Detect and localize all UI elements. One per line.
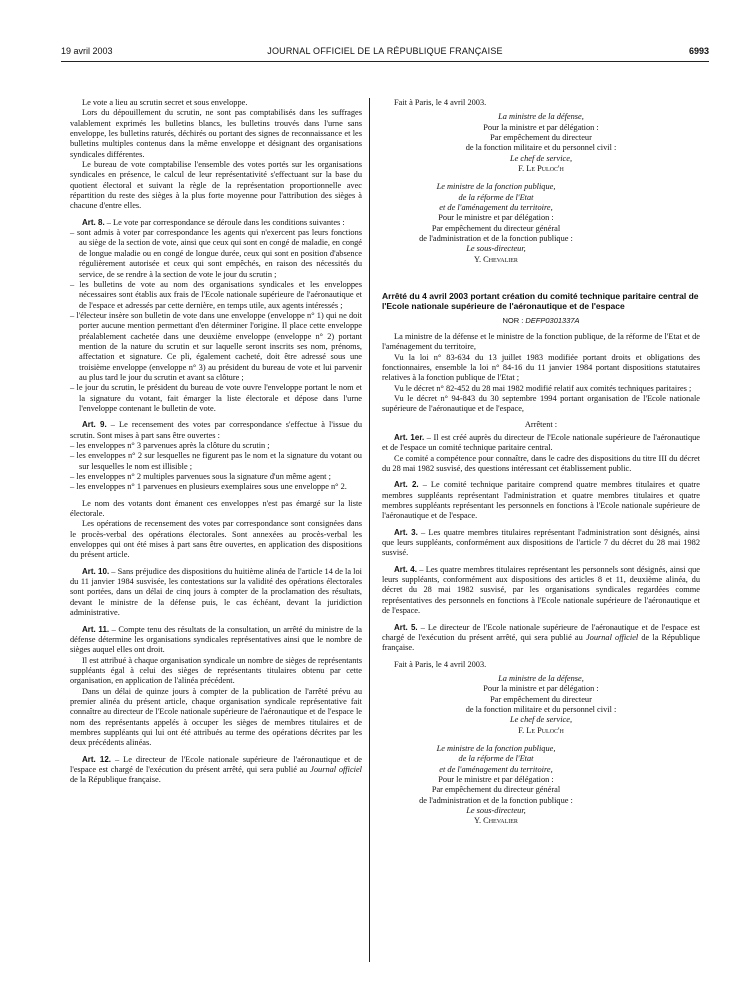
article-label: Art. 2.: [394, 480, 419, 490]
signature-line: de l'administration et de la fonction publique :: [419, 234, 573, 244]
signature-block-fonction-publique: [292, 182, 700, 265]
signature-line: de l'administration et de la fonction publique :: [419, 795, 573, 805]
decree-title: Arrêté du 4 avril 2003 portant création du comité technique paritaire central de l'Ecole nationale supérieure de l'aéronautique et de l'espace: [382, 291, 699, 312]
article-text: – Les quatre membres titulaires représentant les personnels sont désignés, ainsi que leurs suppléants, conformément aux dispositions des articles 8 et 11, deuxième alinéa, du décret du 28 mai 1982 susvisé, par les organisations syndicales regardées comme représentatives des personnels en fonctions à l'Ecole nationale supérieure de l'aéronautique et de l'espace.: [382, 564, 700, 616]
article-label: Art. 5.: [394, 622, 418, 632]
paragraph-emargement: Le nom des votants dont émanent ces enveloppes n'est pas émargé sur la liste électorale.: [70, 498, 362, 519]
signature-line: Pour la ministre et par délégation :: [483, 684, 599, 694]
article-label: Art. 4.: [394, 564, 417, 574]
signatory-name: Y. Chevalier: [474, 816, 518, 826]
header-page-number: 6993: [688, 46, 709, 56]
signature-block-defense-2: [382, 674, 700, 736]
signature-line: de la fonction militaire et du personnel civil :: [465, 704, 617, 714]
signature-line: Par empêchement du directeur général: [431, 223, 561, 233]
paragraph-vote-secret: Le vote a lieu au scrutin secret et sous enveloppe.: [82, 98, 248, 107]
paragraph-competence: Ce comité a compétence pour connaître, dans le cadre des dispositions du titre III du décret du 28 mai 1982 susvisé, des questions intéressant cet établissement public.: [382, 453, 700, 474]
article-text: – Le comité technique paritaire comprend quatre membres titulaires et quatre membres suppléants représentant l'administration et quatre membres titulaires et quatre membres suppléants représentant les personnels en fonctions à l'Ecole nationale supérieure de l'aéronautique et de l'espace.: [382, 480, 700, 521]
list-item: – sont admis à voter par correspondance les agents qui n'exercent pas leurs fonctions au siège de la section de vote, ainsi que ceux qui sont en congé de maladie, en congé de longue maladie ou en congé de longue durée, ceux qui sont en position d'absence régulièrement autorisée et ceux qui sont empêchés, en raison des nécessités du service, de se rendre à la section de vote le jour du scrutin ;: [70, 228, 362, 280]
article-text: de la République française.: [382, 632, 701, 653]
list-item: – les enveloppes n° 1 parvenues en plusieurs exemplaires sous une enveloppe n° 2.: [70, 482, 362, 492]
signatory-minister: de la réforme de l'Etat: [458, 754, 534, 764]
signatory-role: Le chef de service,: [509, 715, 573, 725]
article-text: – Compte tenu des résultats de la consultation, un arrêté du ministre de la défense détermine les organisations syndicales représentatives ainsi que le nombre de sièges auquel elles ont droit.: [70, 624, 362, 655]
right-column: [382, 98, 700, 827]
article-3: [382, 528, 700, 559]
fait-a-paris: Fait à Paris, le 4 avril 2003.: [394, 659, 487, 669]
article-label: Art. 12.: [82, 754, 112, 764]
signatory-minister: et de l'aménagement du territoire,: [439, 764, 553, 774]
signatory-role: Le chef de service,: [509, 153, 573, 163]
article-label: Art. 11.: [82, 624, 110, 634]
header-date: 19 avril 2003: [61, 46, 113, 56]
list-item: – l'électeur insère son bulletin de vote dans une enveloppe (enveloppe n° 1) qui ne doit porter aucune mention permettant d'en déterminer l'origine. Il place cette enveloppe préalablement cachetée dans une deuxième enveloppe (enveloppe n° 2) portant mention de la nature du scrutin et sur laquelle seront inscrits ses nom, prénoms, affectation et signature. Ce pli, également cacheté, doit être adressé sous une troisième enveloppe (enveloppe n° 3) au président du bureau de vote et lui parvenir au plus tard le jour du scrutin et avant sa clôture ;: [70, 311, 362, 383]
article-2: [382, 480, 700, 521]
signatory-minister: Le ministre de la fonction publique,: [436, 743, 556, 753]
article-text: de la République française.: [70, 775, 161, 785]
paragraph-vu-loi: Vu la loi n° 83-634 du 13 juillet 1983 modifiée portant droits et obligations des fonctionnaires, ensemble la loi n° 84-16 du 11 janvier 1984 portant dispositions statutaires relatives à la fonction publique de l'Etat ;: [382, 352, 700, 383]
list-item: – les bulletins de vote au nom des organisations syndicales et les enveloppes nécessaires sont établis aux frais de l'Ecole nationale supérieure de l'aéronautique et de l'espace et adressés par cette dernière, en temps utile, aux agents intéressés ;: [70, 280, 362, 311]
paragraph-delai: Dans un délai de quinze jours à compter de la publication de l'arrêté prévu au premier alinéa du présent article, chaque organisation syndicale représentative fait connaître au directeur de l'Ecole nationale supérieure de l'aéronautique et de l'espace le nom des représentants appelés à occuper les sièges de membres titulaires et de membres suppléants qui lui ont été attribués au terme des opérations décrites par les deux précédents alinéas.: [70, 686, 362, 748]
signature-block-defense: [382, 112, 700, 174]
signatory-minister: Le ministre de la fonction publique,: [436, 182, 556, 192]
signature-line: Par empêchement du directeur général: [431, 785, 561, 795]
signature-line: Pour la ministre et par délégation :: [483, 122, 599, 132]
paragraph-bureau-vote: Le bureau de vote comptabilise l'ensemble des votes portés sur les organisations syndicales en présence, le calcul de leur représentativité s'effectuant sur la base du quotient électoral et suivant la règle de la représentation proportionnelle avec répartition du reste des sièges à la plus forte moyenne pour l'attribution des sièges à chacune d'entre elles.: [70, 160, 362, 211]
signature-line: Par empêchement du directeur: [490, 133, 592, 143]
article-text: – Le directeur de l'Ecole nationale supérieure de l'aéronautique et de l'espace est chargé de l'exécution du présent arrêté, qui sera publié au: [382, 622, 700, 642]
journal-officiel-ref: Journal officiel: [310, 764, 362, 774]
signature-block-fonction-publique-2: [292, 744, 700, 827]
article-text: – Les quatre membres titulaires représentant l'administration sont désignés, ainsi que leurs suppléants, conformément aux dispositions de l'article 7 du décret du 28 mai 1982 susvisé.: [382, 527, 700, 558]
article-label: Art. 1er.: [394, 433, 425, 442]
nor-label: NOR :: [502, 315, 526, 325]
list-item: – les enveloppes n° 3 parvenues après la clôture du scrutin ;: [70, 441, 362, 451]
article-text: – Le recensement des votes par correspondance s'effectue à l'issue du scrutin. Sont mises à part sans être ouvertes :: [70, 420, 362, 440]
article-text: – Le vote par correspondance se déroule dans les conditions suivantes :: [104, 217, 345, 227]
page-header: [61, 46, 709, 60]
article-label: Art. 9.: [82, 420, 107, 430]
list-item: – le jour du scrutin, le président du bureau de vote ouvre l'enveloppe portant le nom et la signature du votant, fait émarger la liste électorale et dépose dans l'urne l'enveloppe contenant le bulletin de vote.: [70, 383, 362, 414]
article-text: – Il est créé auprès du directeur de l'Ecole nationale supérieure de l'aéronautique et de l'espace un comité technique paritaire central.: [382, 433, 700, 453]
list-item: – les enveloppes n° 2 multiples parvenues sous la signature d'un même agent ;: [70, 472, 362, 482]
article-text: – Le directeur de l'Ecole nationale supérieure de l'aéronautique et de l'espace est chargé de l'exécution du présent arrêté, qui sera publié au: [70, 754, 363, 774]
list-item: – les enveloppes n° 2 sur lesquelles ne figurent pas le nom et la signature du votant ou sur lesquelles le nom est illisible ;: [70, 451, 362, 472]
paragraph-vu-decret-82: Vu le décret n° 82-452 du 28 mai 1982 modifié relatif aux comités techniques paritaires ;: [394, 383, 692, 393]
article-label: Art. 10.: [82, 566, 110, 576]
article-label: Art. 3.: [394, 527, 418, 537]
paragraph-recensement: Les opérations de recensement des votes par correspondance sont consignées dans le procès-verbal des opérations électorales. Sont annexées au procès-verbal les enveloppes qui ont été mises à part sans être ouvertes, en application des dispositions du présent article.: [70, 519, 362, 560]
article-5: [382, 623, 700, 654]
paragraph-vu-decret-94: Vu le décret n° 94-843 du 30 septembre 1994 portant organisation de l'Ecole nationale supérieure de l'aéronautique et de l'espace,: [382, 393, 700, 414]
signature-line: de la fonction militaire et du personnel civil :: [465, 143, 617, 153]
paragraph-attribution: Il est attribué à chaque organisation syndicale un nombre de sièges de représentants suppléants égal à celui des sièges de représentants titulaires obtenu par cette organisation, en application de l'alinéa précédent.: [70, 655, 362, 686]
nor-reference: [382, 316, 700, 326]
header-rule: [61, 61, 709, 62]
signatory-name: F. Le Puloc'h: [518, 725, 564, 735]
paragraph-ministres: La ministre de la défense et le ministre de la fonction publique, de la réforme de l'Etat et de l'aménagement du territoire,: [382, 331, 700, 352]
signatory-role: Le sous-directeur,: [466, 806, 526, 815]
signatory-minister: et de l'aménagement du territoire,: [439, 203, 553, 213]
signatory-minister: La ministre de la défense,: [498, 673, 584, 683]
signature-line: Par empêchement du directeur: [490, 694, 592, 704]
article-text: – Sans préjudice des dispositions du huitième alinéa de l'article 14 de la loi du 11 janvier 1984 susvisée, les contestations sur la validité des opérations électorales sont portées, dans un délai de cinq jours à compter de la proclamation des résultats, devant le ministre de la défense puis, le cas échéant, devant la juridiction administrative.: [70, 566, 362, 618]
signatory-role: Le sous-directeur,: [466, 244, 526, 254]
arretent: Arrêtent :: [524, 419, 558, 429]
article-9-list: [70, 441, 362, 493]
article-label: Art. 8.: [82, 217, 105, 227]
signatory-name: F. Le Puloc'h: [518, 164, 564, 174]
signature-line: Pour le ministre et par délégation :: [438, 213, 554, 223]
paragraph-depouillement: Lors du dépouillement du scrutin, ne sont pas comptabilisés dans les suffrages valablement exprimés les bulletins blancs, les bulletins trouvés dans l'urne sans enveloppe, les bulletins raturés, déchirés ou portant des signes de reconnaissance et les bulletins multiples contenus dans la même enveloppe et désignant des organisations syndicales différentes.: [70, 108, 362, 159]
fait-a-paris: Fait à Paris, le 4 avril 2003.: [394, 98, 487, 107]
article-10: [70, 567, 362, 619]
article-1: [382, 433, 700, 454]
header-title: JOURNAL OFFICIEL DE LA RÉPUBLIQUE FRANÇAISE: [267, 46, 503, 56]
signatory-minister: La ministre de la défense,: [498, 112, 584, 122]
signatory-name: Y. Chevalier: [474, 254, 518, 264]
article-11: [70, 625, 362, 656]
signatory-minister: de la réforme de l'Etat: [458, 192, 534, 202]
article-9: [70, 420, 362, 441]
signature-line: Pour le ministre et par délégation :: [438, 774, 554, 784]
nor-code: DEFP0301337A: [525, 315, 580, 325]
article-4: [382, 565, 700, 617]
journal-officiel-ref: Journal officiel: [585, 632, 639, 642]
